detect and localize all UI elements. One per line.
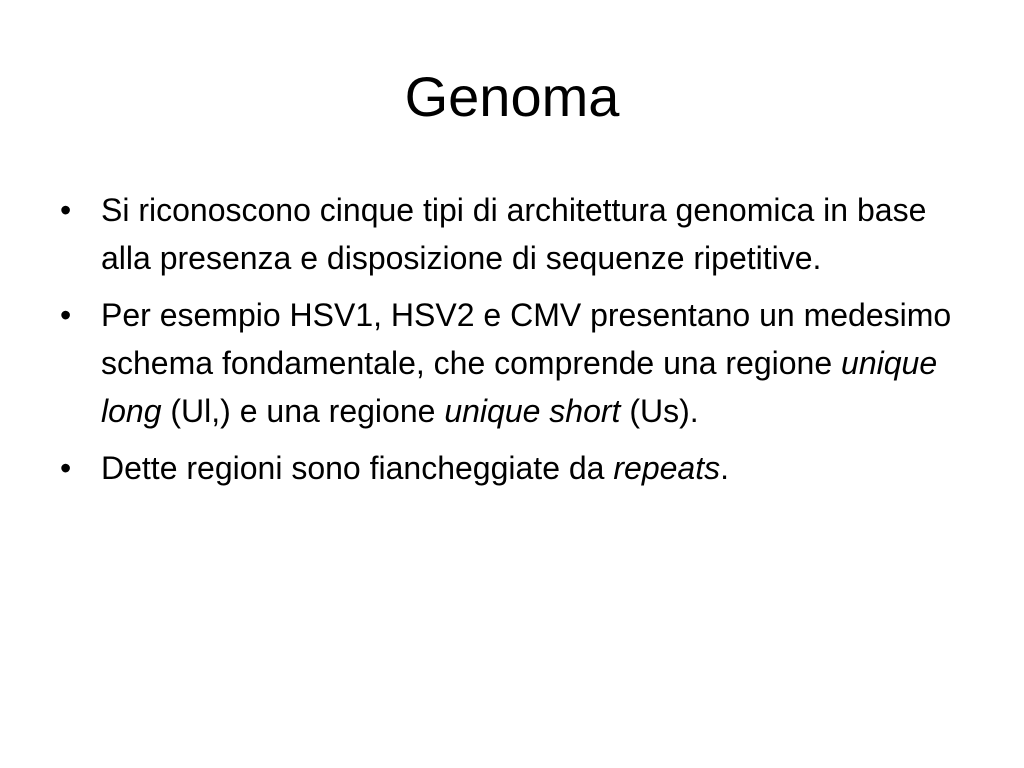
text-segment: Per esempio HSV1, HSV2 e CMV presentano un medesimo schema fondamentale, che comprende una regione (101, 297, 952, 381)
text-segment: Dette regioni sono fiancheggiate da (101, 450, 614, 486)
text-segment: Si riconoscono cinque tipi di architettura genomica in base alla presenza e disposizione di sequenze ripetitive. (101, 192, 927, 276)
bullet-text (101, 192, 926, 276)
text-segment: (Ul,) e una regione (161, 393, 445, 429)
bullet-list (60, 186, 960, 501)
bullet-marker: • (60, 297, 72, 333)
text-segment: (Us). (620, 393, 699, 429)
bullet-marker: • (60, 450, 72, 486)
italic-term: unique long (101, 345, 938, 429)
bullet-text (101, 297, 951, 429)
italic-term: repeats (613, 450, 721, 486)
text-segment: . (720, 450, 729, 486)
slide-title: Genoma (404, 65, 620, 128)
bullet-item (60, 291, 960, 435)
bullet-item (60, 186, 960, 282)
bullet-text (101, 450, 729, 486)
bullet-item (60, 444, 960, 492)
bullet-marker: • (60, 192, 72, 228)
italic-term: unique short (444, 393, 621, 429)
